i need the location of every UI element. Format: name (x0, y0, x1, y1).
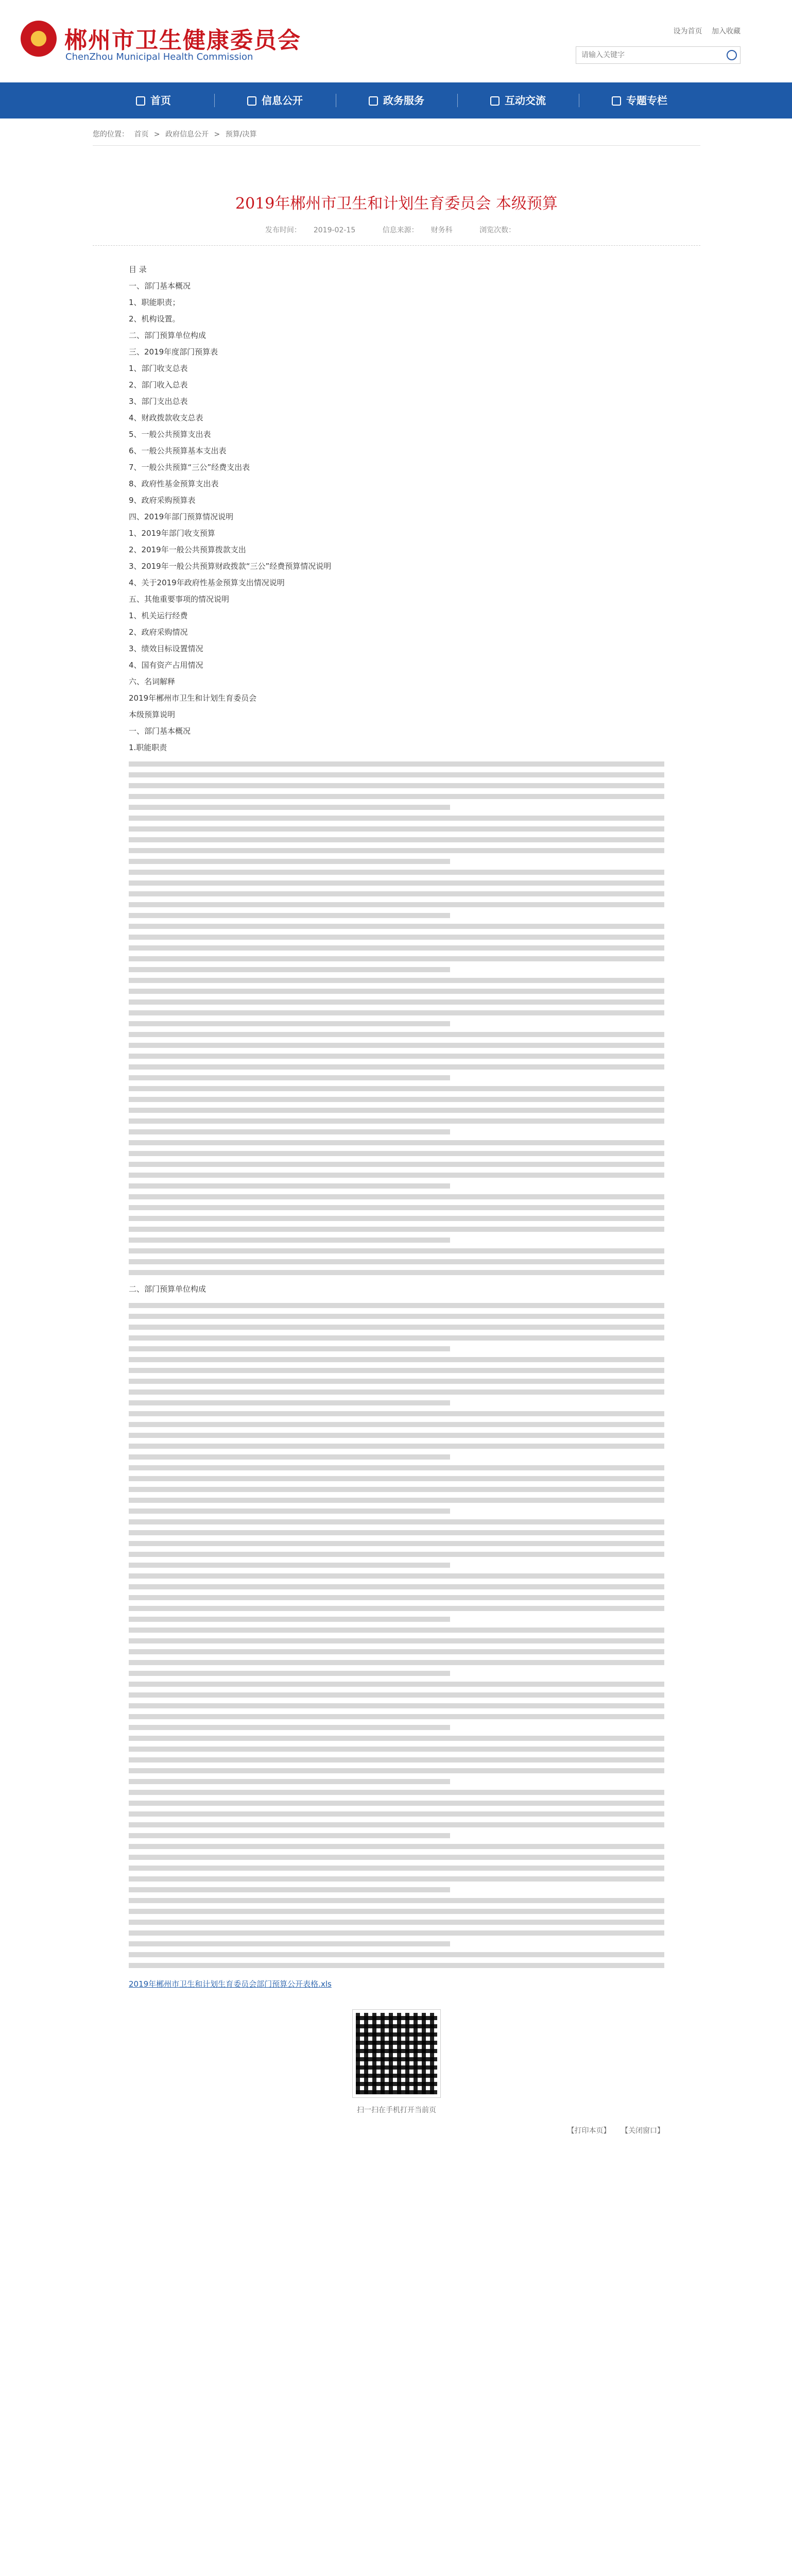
main-nav (0, 82, 792, 118)
text-line (129, 1314, 664, 1319)
text-line (129, 816, 664, 821)
toc-item: 9、政府采购预算表 (129, 496, 196, 505)
section-heading: 二、部门预算单位构成 (129, 1284, 206, 1294)
article (93, 149, 700, 2576)
text-line (129, 1855, 664, 1860)
text-line (129, 1183, 450, 1189)
text-line (129, 1660, 664, 1665)
text-line (129, 1422, 664, 1427)
toc-item: 7、一般公共预算“三公”经费支出表 (129, 463, 250, 472)
qr-code (353, 2010, 440, 2097)
toc-item: 三、2019年度部门预算表 (129, 347, 218, 357)
table-of-contents (93, 261, 700, 756)
text-line (129, 1682, 664, 1687)
toc-item: 六、名词解释 (129, 677, 176, 686)
text-line (129, 1930, 664, 1936)
text-line (129, 1584, 664, 1589)
text-line (129, 1952, 664, 1957)
print-actions (93, 2125, 664, 2136)
breadcrumb-home[interactable]: 首页 (134, 130, 149, 139)
text-line (129, 1270, 664, 1275)
text-line (129, 1519, 664, 1524)
text-line (129, 1064, 664, 1070)
text-line (129, 1725, 450, 1730)
text-line (129, 1335, 664, 1341)
text-line (129, 805, 450, 810)
text-line (129, 1216, 664, 1221)
breadcrumb-budget[interactable]: 预算/决算 (225, 130, 257, 139)
text-line (129, 1487, 664, 1492)
text-line (129, 902, 664, 907)
text-line (129, 1454, 450, 1460)
text-line (129, 935, 664, 940)
text-line (129, 1692, 664, 1698)
set-homepage-link[interactable]: 设为首页 (673, 27, 702, 36)
text-line (129, 999, 664, 1005)
text-line (129, 1498, 664, 1503)
text-line (129, 967, 450, 972)
text-line (129, 1433, 664, 1438)
article-meta: 发布时间： 2019-02-15 信息来源： 财务科 浏览次数： (93, 225, 700, 246)
toc-item: 1、部门收支总表 (129, 364, 188, 373)
text-line (129, 1703, 664, 1708)
text-line (129, 1898, 664, 1903)
text-line (129, 772, 664, 777)
text-line (129, 1151, 664, 1156)
text-line (129, 880, 664, 886)
toc-item: 3、绩效目标设置情况 (129, 644, 203, 653)
text-line (129, 1844, 664, 1849)
text-line (129, 1140, 664, 1145)
text-line (129, 870, 664, 875)
text-line (129, 1736, 664, 1741)
qr-caption: 扫一扫在手机打开当前页 (357, 2106, 436, 2114)
text-line (129, 1909, 664, 1914)
text-line (129, 956, 664, 961)
text-line (129, 1227, 664, 1232)
text-line (129, 924, 664, 929)
text-line (129, 1108, 664, 1113)
text-line (129, 1811, 664, 1817)
text-line (129, 1628, 664, 1633)
toc-item: 2019年郴州市卫生和计划生育委员会 (129, 693, 257, 703)
text-line (129, 1638, 664, 1643)
nav-gov-service[interactable]: 政务服务 (336, 82, 457, 118)
toc-item: 3、2019年一般公共预算财政拨款“三公”经费预算情况说明 (129, 562, 332, 571)
text-line (129, 1032, 664, 1037)
text-line (129, 1573, 664, 1579)
text-line (129, 1411, 664, 1416)
toc-item: 4、关于2019年政府性基金预算支出情况说明 (129, 578, 285, 587)
text-line (129, 1118, 664, 1124)
nav-info-public[interactable]: 信息公开 (214, 82, 336, 118)
chat-icon (490, 96, 500, 106)
nav-topics[interactable]: 专题专栏 (579, 82, 700, 118)
toc-item: 1.职能职责 (129, 743, 167, 752)
text-line (129, 1259, 664, 1264)
text-line (129, 1617, 450, 1622)
site-title[interactable]: 郴州市卫生健康委员会 (64, 27, 301, 54)
text-line (129, 848, 664, 853)
text-line (129, 1920, 664, 1925)
text-line (129, 1054, 664, 1059)
article-body (93, 261, 700, 1968)
top-links (666, 26, 741, 36)
text-line (129, 859, 450, 864)
text-line (129, 1389, 664, 1395)
document-icon (247, 96, 256, 106)
text-line (129, 1325, 664, 1330)
site-header (0, 0, 792, 72)
text-line (129, 1444, 664, 1449)
attachment-link[interactable]: 2019年郴州市卫生和计划生育委员会部门预算公开表格.xls (129, 1979, 332, 1989)
text-line (129, 1747, 664, 1752)
toc-item: 3、部门支出总表 (129, 397, 188, 406)
text-line (129, 1866, 664, 1871)
search-input[interactable] (576, 47, 720, 63)
text-line (129, 1021, 450, 1026)
text-line (129, 1876, 664, 1882)
text-line (129, 1671, 450, 1676)
toc-item: 2、政府采购情况 (129, 628, 188, 637)
text-line (129, 1086, 664, 1091)
national-emblem-icon (21, 21, 57, 57)
text-line (129, 1757, 664, 1762)
text-line (129, 1563, 450, 1568)
toc-item: 1、2019年部门收支预算 (129, 529, 215, 538)
text-line (129, 1238, 450, 1243)
text-line (129, 1194, 664, 1199)
text-line (129, 1779, 450, 1784)
text-line (129, 891, 664, 896)
text-line (129, 1595, 664, 1600)
text-line (129, 1509, 450, 1514)
page-title: 2019年郴州市卫生和计划生育委员会 本级预算 (235, 195, 558, 213)
search-box (576, 46, 741, 64)
toc-item: 五、其他重要事项的情况说明 (129, 595, 230, 604)
toc-item: 2、部门收入总表 (129, 380, 188, 389)
text-line (129, 1075, 450, 1080)
toc-item: 一、部门基本概况 (129, 726, 191, 736)
toc-item: 6、一般公共预算基本支出表 (129, 446, 227, 455)
home-icon (136, 96, 145, 106)
star-icon (612, 96, 621, 106)
text-line (129, 1768, 664, 1773)
text-line (129, 1822, 664, 1827)
site-subtitle: ChenZhou Municipal Health Commission (65, 52, 253, 62)
text-line (129, 1346, 450, 1351)
toc-item: 2、机构设置。 (129, 314, 180, 324)
text-line (129, 1606, 664, 1611)
text-line (129, 794, 664, 799)
toc-item: 8、政府性基金预算支出表 (129, 479, 219, 488)
toc-item: 目 录 (129, 265, 147, 274)
text-line (129, 783, 664, 788)
text-line (129, 1248, 664, 1253)
text-line (129, 1173, 664, 1178)
toc-item: 5、一般公共预算支出表 (129, 430, 211, 439)
text-line (129, 1162, 664, 1167)
text-line (129, 1097, 664, 1102)
search-icon[interactable] (727, 50, 737, 60)
text-line (129, 1379, 664, 1384)
text-line (129, 1963, 664, 1968)
text-line (129, 761, 664, 767)
text-line (129, 1714, 664, 1719)
text-line (129, 978, 664, 983)
text-line (129, 1368, 664, 1373)
breadcrumb: 您的位置： 首页 > 政府信息公开 > 预算/决算 (93, 129, 700, 146)
text-line (129, 1303, 664, 1308)
add-favorite-link[interactable]: 加入收藏 (712, 27, 741, 36)
breadcrumb-info[interactable]: 政府信息公开 (165, 130, 209, 139)
text-line (129, 1552, 664, 1557)
text-line (129, 1465, 664, 1470)
text-line (129, 1941, 450, 1946)
text-line (129, 1833, 450, 1838)
toc-item: 二、部门预算单位构成 (129, 331, 206, 340)
text-line (129, 1357, 664, 1362)
text-line (129, 826, 664, 832)
close-window-button[interactable]: 【关闭窗口】 (621, 2127, 664, 2135)
toc-item: 2、2019年一般公共预算拨款支出 (129, 545, 246, 554)
nav-interaction[interactable]: 互动交流 (457, 82, 579, 118)
text-line (129, 1010, 664, 1015)
print-page-button[interactable]: 【打印本页】 (567, 2127, 611, 2135)
toc-item: 1、职能职责； (129, 298, 180, 307)
text-line (129, 1043, 664, 1048)
text-line (129, 1801, 664, 1806)
text-line (129, 837, 664, 842)
text-line (129, 989, 664, 994)
toc-item: 一、部门基本概况 (129, 281, 191, 291)
publish-date: 2019-02-15 (313, 226, 356, 234)
toc-item: 4、国有资产占用情况 (129, 660, 203, 670)
text-line (129, 913, 450, 918)
body-text-block (93, 1303, 700, 1968)
toc-item: 4、财政拨款收支总表 (129, 413, 203, 422)
text-line (129, 1476, 664, 1481)
text-line (129, 945, 664, 951)
toc-item: 1、机关运行经费 (129, 611, 188, 620)
text-line (129, 1790, 664, 1795)
text-line (129, 1649, 664, 1654)
info-source: 财务科 (431, 226, 453, 234)
text-line (129, 1887, 450, 1892)
nav-home[interactable]: 首页 (93, 82, 214, 118)
text-line (129, 1205, 664, 1210)
service-icon (369, 96, 378, 106)
text-line (129, 1129, 450, 1134)
body-text-block (93, 761, 700, 1275)
toc-item: 本级预算说明 (129, 710, 176, 719)
text-line (129, 1400, 450, 1405)
text-line (129, 1530, 664, 1535)
toc-item: 四、2019年部门预算情况说明 (129, 512, 234, 521)
text-line (129, 1541, 664, 1546)
